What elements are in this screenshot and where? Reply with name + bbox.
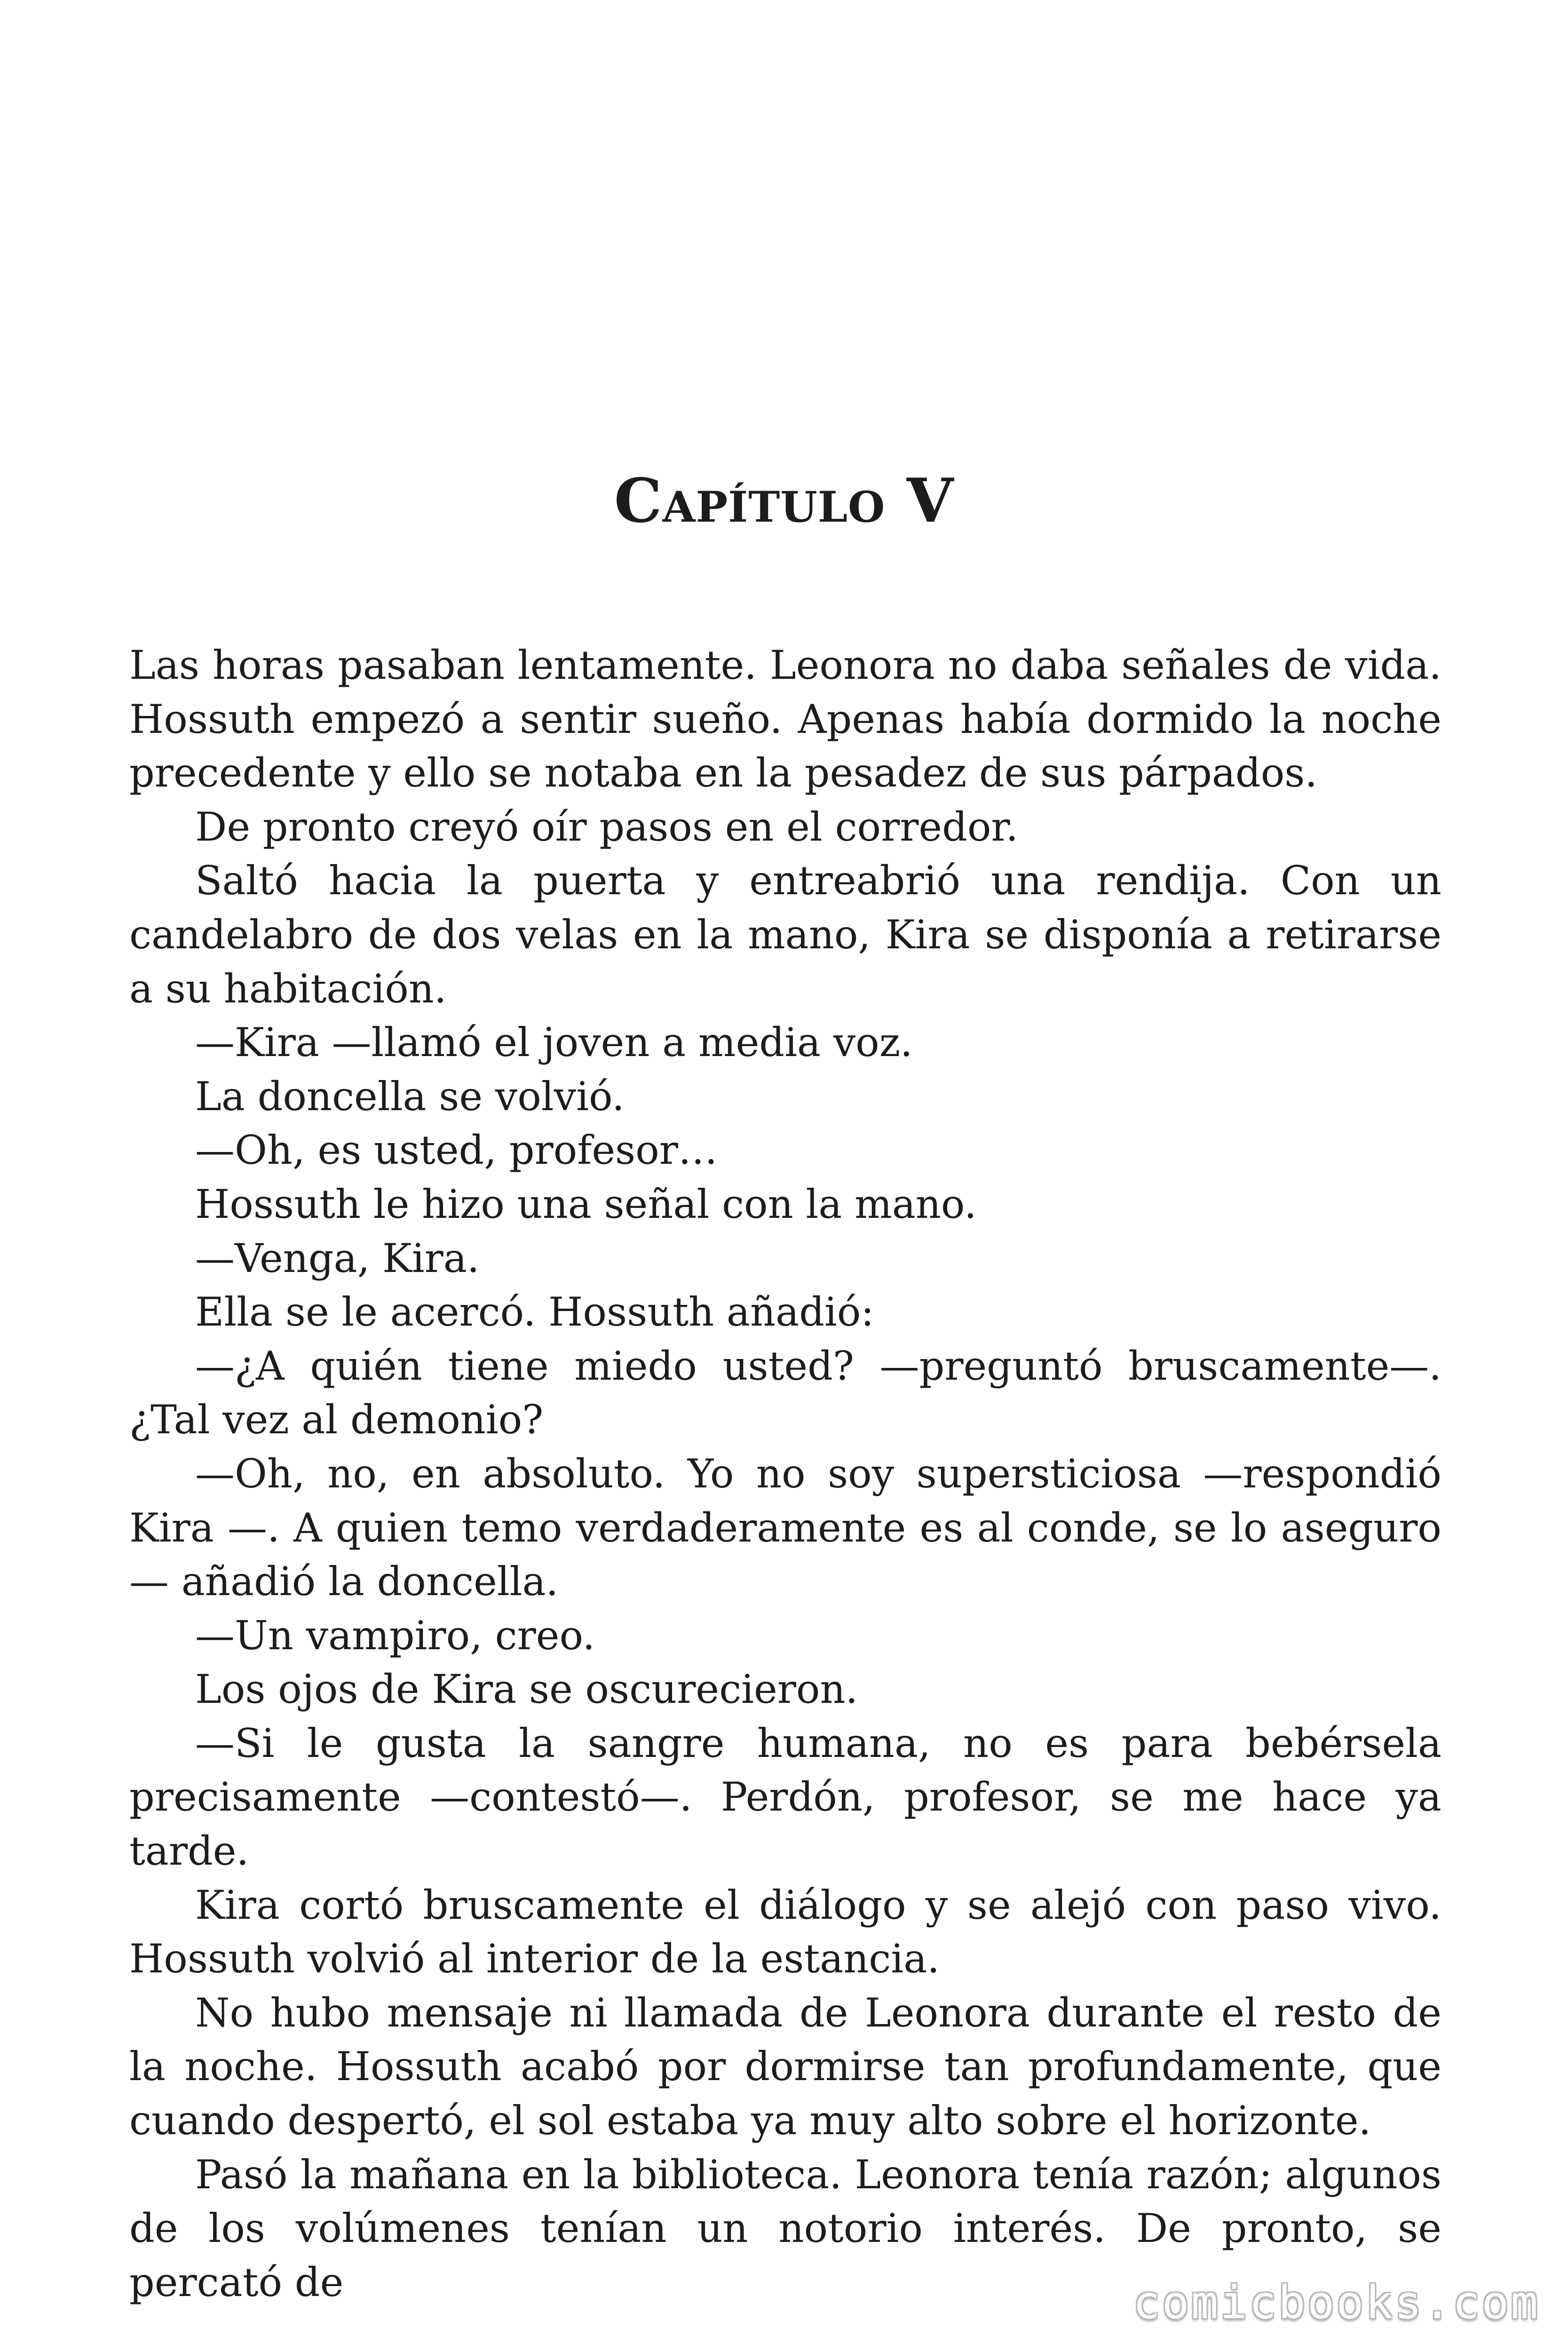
paragraph: Kira cortó bruscamente el diálogo y se alejó con paso vivo. Hossuth volvió al interior de la estancia.: [129, 1882, 1441, 1982]
dialogue-line: —Oh, es usted, profesor…: [195, 1127, 718, 1174]
paragraph: Los ojos de Kira se oscurecieron.: [195, 1666, 858, 1713]
chapter-title: Capítulo V: [614, 466, 954, 536]
dialogue-line: —Venga, Kira.: [195, 1235, 480, 1281]
paragraph: Las horas pasaban lentamente. Leonora no daba señales de vida. Hossuth empezó a sentir sueño. Apenas había dormido la noche precedente y ello se notaba en la pesadez de sus párpados.: [129, 642, 1441, 796]
paragraph: Ella se le acercó. Hossuth añadió:: [195, 1289, 874, 1335]
dialogue-line: —Oh, no, en absoluto. Yo no soy supersticiosa —respondió Kira —. A quien temo verdaderamente es al conde, se lo aseguro — añadió la doncella.: [129, 1450, 1441, 1605]
paragraph: Saltó hacia la puerta y entreabrió una rendija. Con un candelabro de dos velas en la mano, Kira se disponía a retirarse a su habitación.: [129, 858, 1441, 1012]
dialogue-line: —¿A quién tiene miedo usted? —preguntó bruscamente—. ¿Tal vez al demonio?: [129, 1343, 1441, 1443]
paragraph: No hubo mensaje ni llamada de Leonora durante el resto de la noche. Hossuth acabó por dormirse tan profundamente, que cuando despertó, el sol estaba ya muy alto sobre el horizonte.: [129, 1989, 1441, 2144]
paragraph: Pasó la mañana en la biblioteca. Leonora tenía razón; algunos de los volúmenes tenían un notorio interés. De pronto, se percató de: [129, 2151, 1441, 2305]
dialogue-line: —Si le gusta la sangre humana, no es para bebérsela precisamente —contestó—. Perdón, profesor, se me hace ya tarde.: [129, 1720, 1441, 1875]
dialogue-line: —Un vampiro, creo.: [195, 1612, 595, 1659]
dialogue-line: —Kira —llamó el joven a media voz.: [195, 1019, 913, 1066]
watermark: comicbooks.com: [1132, 2276, 1540, 2329]
paragraph: La doncella se volvió.: [195, 1073, 625, 1120]
paragraph: Hossuth le hizo una señal con la mano.: [195, 1181, 977, 1227]
paragraph: De pronto creyó oír pasos en el corredor.: [195, 803, 1019, 850]
chapter-body: [129, 638, 1441, 2309]
